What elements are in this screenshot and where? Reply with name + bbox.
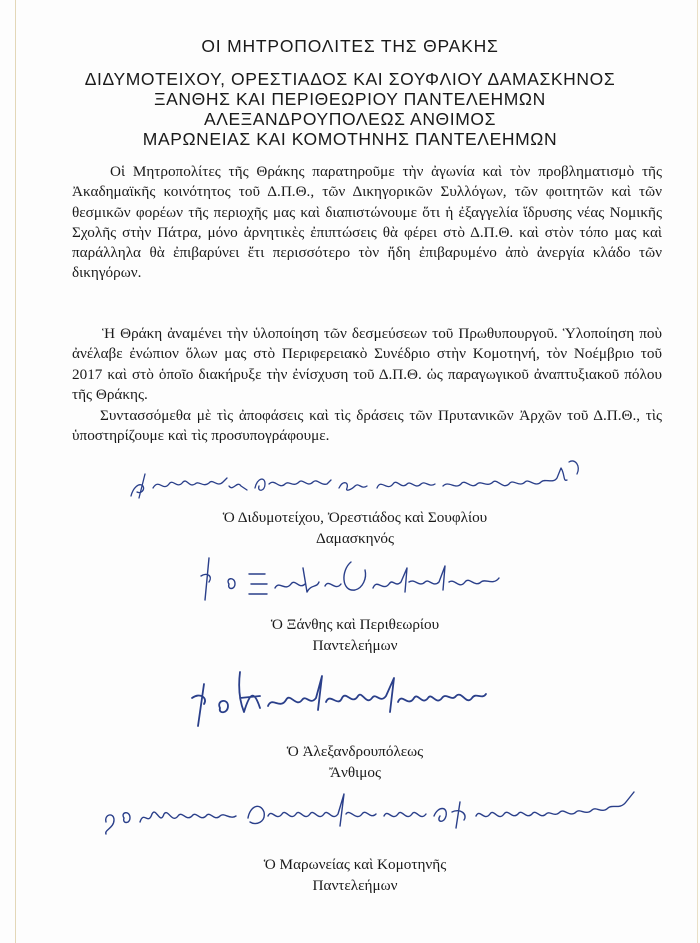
handwritten-signature-3 [190,662,490,732]
signature-3-title: Ὁ Ἀλεξανδρουπόλεως [286,743,424,760]
document-header-names [0,69,700,149]
signature-1-name: Δαμασκηνός [315,530,395,547]
signature-3-name: Ἄνθιμος [329,764,381,781]
body-paragraph-2: Ἡ Θράκη ἀναμένει τὴν ὑλοποίηση τῶν δεσμεύσεων τοῦ Πρωθυπουργοῦ. Ὑλοποίηση ποὺ ἀνέλαβε ἐνώπιον ὅλων μας στὸ Περιφερειακὸ Συνέδριο στὴν Κομοτηνή, τὸν Νοέμβριο τοῦ 2017 καὶ στὸ ὁποῖο διακήρυξε τὴν ἐνίσχυση τοῦ Δ.Π.Θ. ὡς παραγωγικοῦ ἀναπτυξιακοῦ πόλου τῆς Θράκης. [72,325,662,403]
handwritten-signature-1 [125,448,585,508]
header-line-4: ΜΑΡΩΝΕΙΑΣ ΚΑΙ ΚΟΜΟΤΗΝΗΣ ΠΑΝΤΕΛΕΗΜΩΝ [142,129,558,149]
document-header-title: ΟΙ ΜΗΤΡΟΠΟΛΙΤΕΣ ΤΗΣ ΘΡΑΚΗΣ [201,36,499,56]
handwritten-signature-2 [195,548,515,606]
handwritten-signature-4 [100,782,650,842]
signature-2-name: Παντελεήμων [312,637,398,654]
header-line-2: ΞΑΝΘΗΣ ΚΑΙ ΠΕΡΙΘΕΩΡΙΟΥ ΠΑΝΤΕΛΕΗΜΩΝ [154,89,546,109]
signature-4-name: Παντελεήμων [312,877,398,894]
body-paragraph-1: Οἱ Μητροπολίτες τῆς Θράκης παρατηροῦμε τὴν ἀγωνία καὶ τὸν προβληματισμὸ τῆς Ἀκαδημαϊκῆς κοινότητος τοῦ Δ.Π.Θ., τῶν Δικηγορικῶν Συλλόγων, τῶν φοιτητῶν καὶ τῶν θεσμικῶν φορέων τῆς περιοχῆς μας καὶ διαπιστώνουμε ὅτι ἡ ἐξαγγελία ἵδρυσης νέας Νομικῆς Σχολῆς στὴν Πάτρα, μόνο ἀρνητικὲς ἐπιπτώσεις θὰ φέρει στὸ Δ.Π.Θ. καὶ στὸν τόπο μας καὶ παράλληλα θὰ ἐπιβαρύνει ἔτι περισσότερο τὸν ἤδη ἐπιβαρυμένο ἀπὸ ἀνεργία κλάδο τῶν δικηγόρων. [72,163,662,282]
signature-1-title: Ὁ Διδυμοτείχου, Ὀρεστιάδος καὶ Σουφλίου [222,509,488,526]
signature-2-title: Ὁ Ξάνθης καὶ Περιθεωρίου [270,616,440,633]
body-paragraph-3: Συντασσόμεθα μὲ τὶς ἀποφάσεις καὶ τὶς δράσεις τῶν Πρυτανικῶν Ἀρχῶν τοῦ Δ.Π.Θ., τὶς ὑποστηρίζουμε καὶ τὶς προσυπογράφουμε. [72,407,662,445]
signature-4-title: Ὁ Μαρωνείας καὶ Κομοτηνῆς [263,856,447,873]
header-line-3: ΑΛΕΞΑΝΔΡΟΥΠΟΛΕΩΣ ΑΝΘΙΜΟΣ [203,109,497,129]
header-line-1: ΔΙΔΥΜΟΤΕΙΧΟΥ, ΟΡΕΣΤΙΑΔΟΣ ΚΑΙ ΣΟΥΦΛΙΟΥ ΔΑΜΑΣΚΗΝΟΣ [84,69,616,89]
